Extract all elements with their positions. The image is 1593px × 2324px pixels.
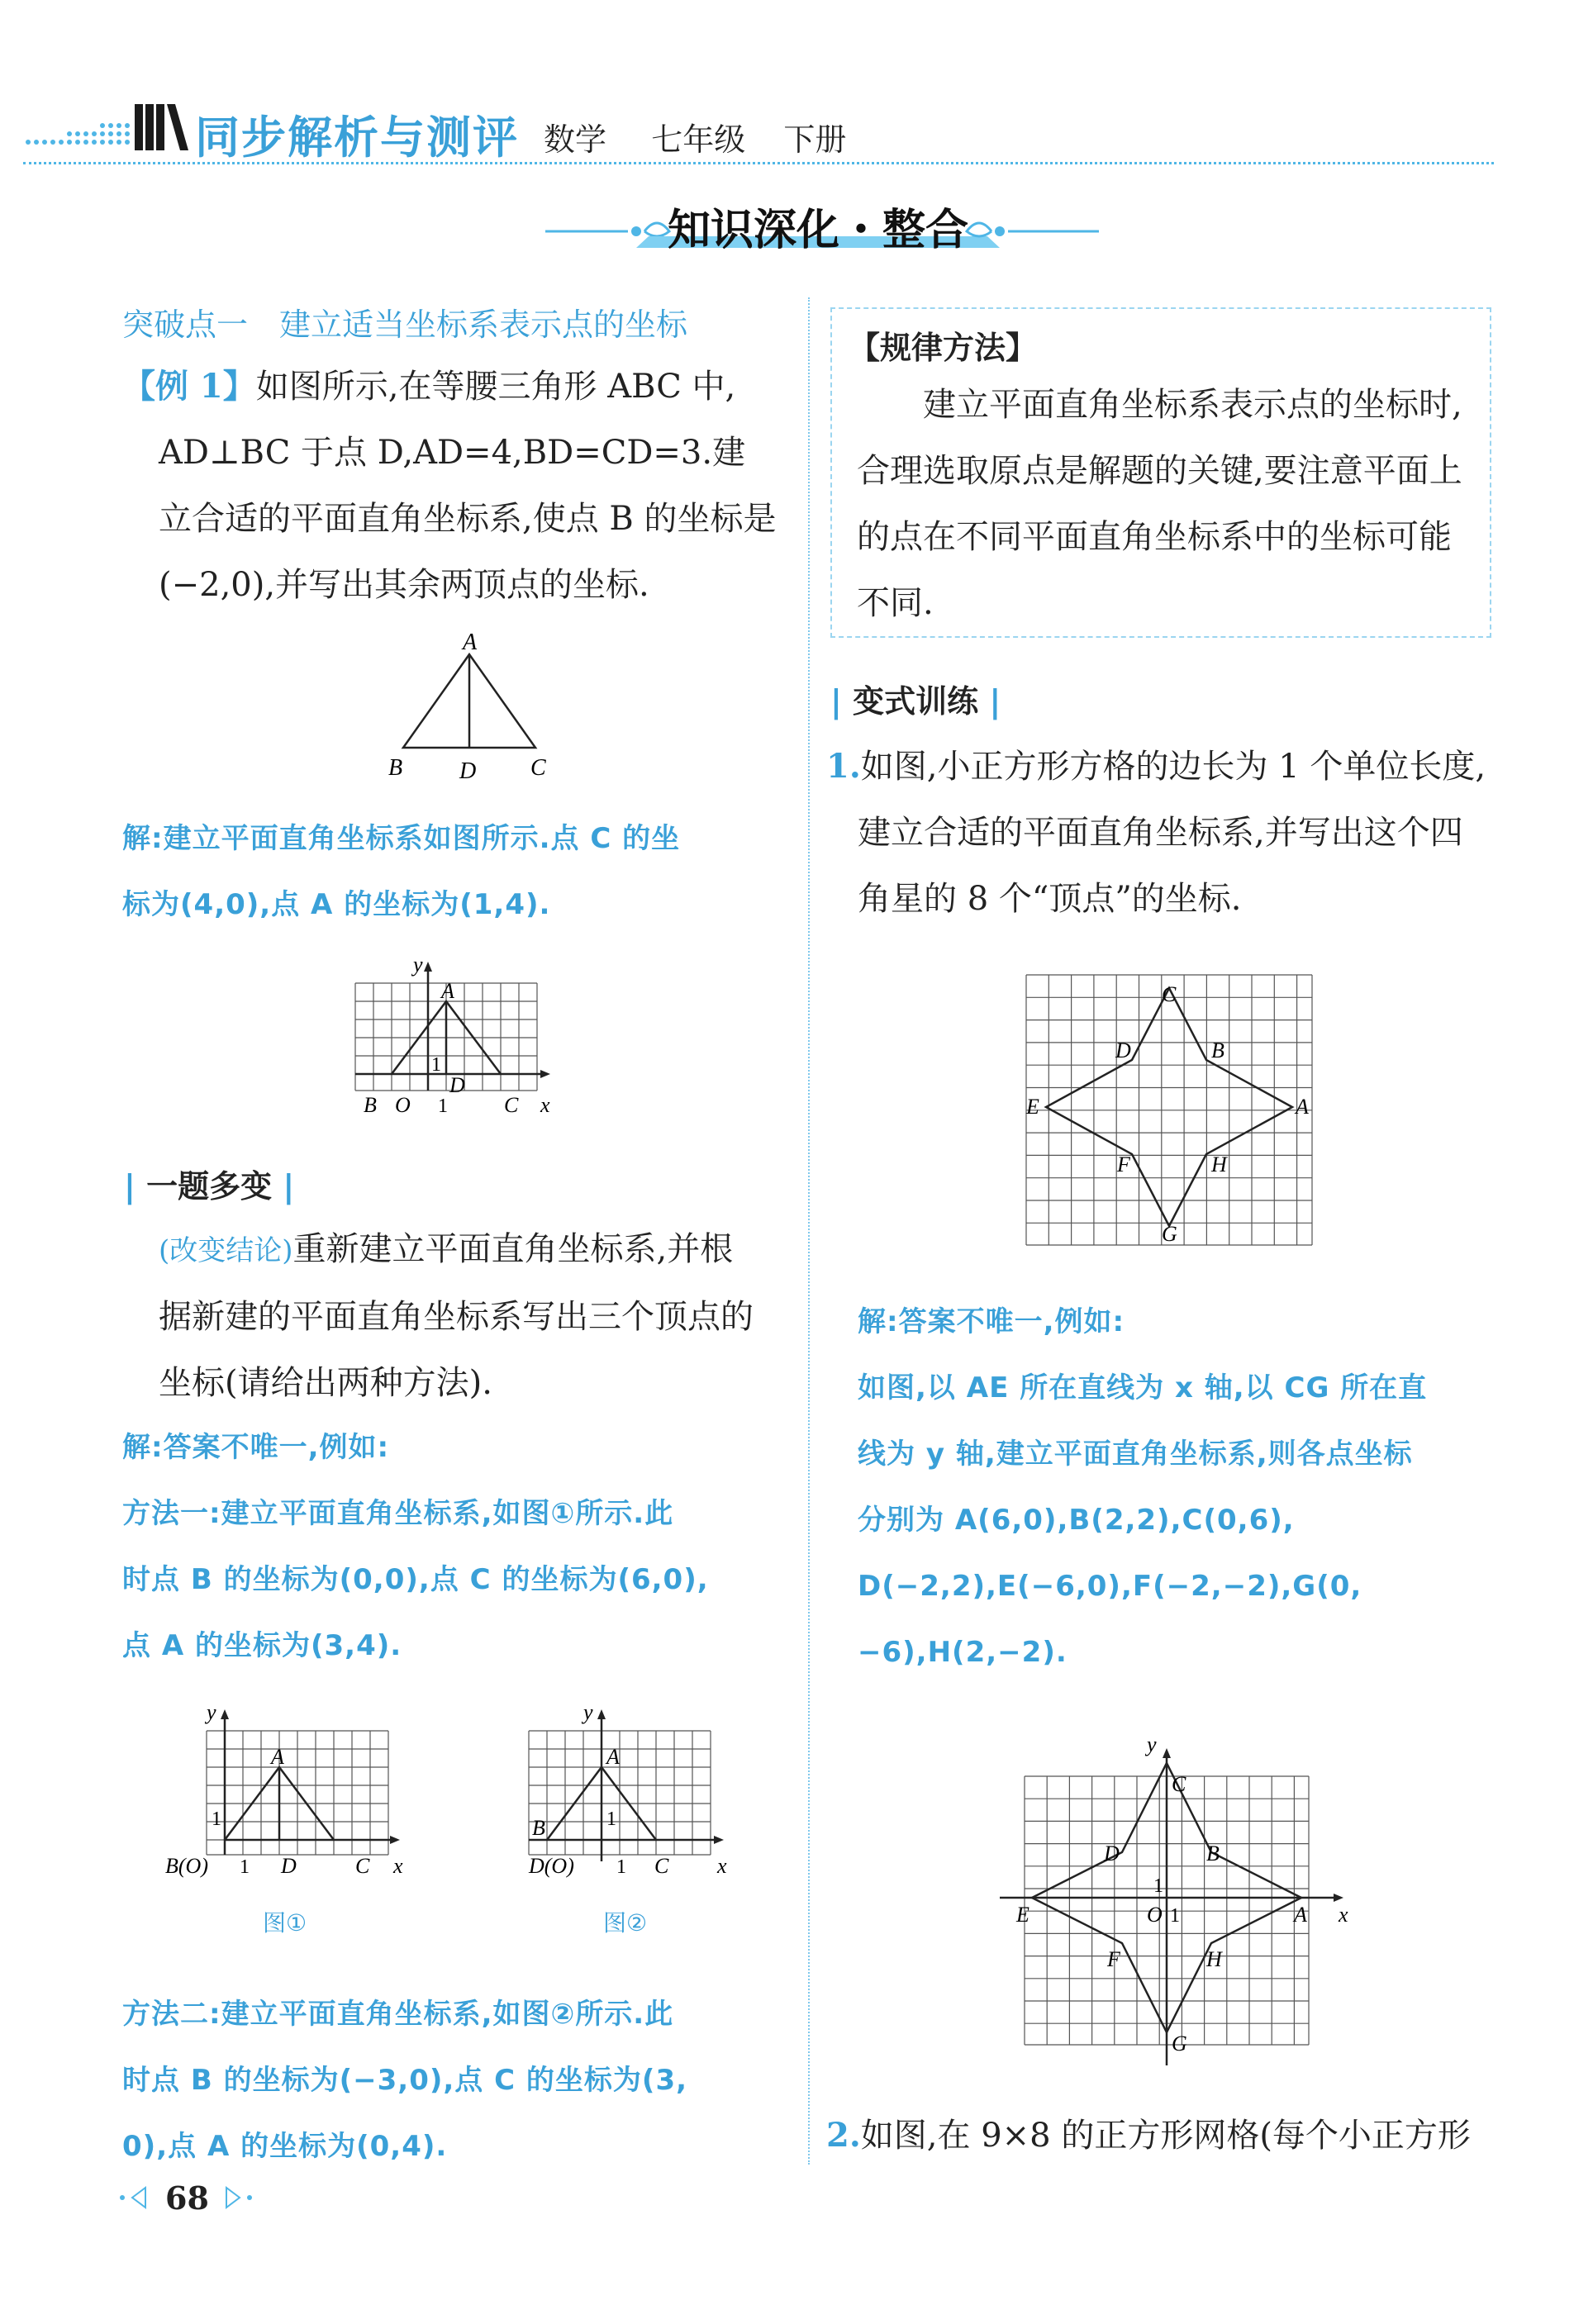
label-c: C [1172, 1772, 1186, 1796]
q2-number: 2. [826, 2116, 861, 2155]
label-d: D [281, 1854, 297, 1878]
rule-line-1: 建立平面直角坐标系表示点的坐标时, [923, 386, 1462, 424]
q1-line-3: 角星的 8 个“顶点”的坐标. [858, 880, 1242, 918]
label-f: F [1117, 1152, 1130, 1176]
unit-x: 1 [438, 1095, 448, 1117]
q1-solution-line-1: 解:答案不唯一,例如: [858, 1305, 1125, 1338]
grid-figure-method1 [157, 1690, 430, 1946]
rule-title: 【规律方法】 [849, 330, 1038, 366]
label-e: E [1026, 1095, 1039, 1119]
example-line-2: AD⊥BC 于点 D,AD=4,BD=CD=3.建 [159, 434, 746, 472]
label-o: O [1147, 1903, 1163, 1927]
topic-heading: 突破点一 建立适当坐标系表示点的坐标 [122, 307, 688, 343]
solution-1-line-2: 标为(4,0),点 A 的坐标为(1,4). [122, 888, 551, 921]
example-line-4: (−2,0),并写出其余两顶点的坐标. [159, 566, 649, 604]
label-a: A [1296, 1095, 1309, 1119]
method-2-line-3: 0),点 A 的坐标为(0,4). [122, 2130, 448, 2163]
label-d: D [459, 758, 477, 784]
q1-number: 1. [826, 747, 861, 786]
variant-line-1: 重新建立平面直角坐标系,并根 [292, 1230, 734, 1268]
axis-x: x [1339, 1903, 1348, 1927]
label-d: D [1115, 1038, 1131, 1062]
rule-line-4: 不同. [857, 584, 934, 622]
label-a: A [441, 979, 454, 1003]
unit-x: 1 [1170, 1905, 1180, 1927]
axis-y: y [413, 953, 423, 977]
label-b: B [388, 755, 403, 781]
label-a: A [1294, 1903, 1307, 1927]
caption-1: 图① [263, 1909, 307, 1937]
star-figure [1016, 968, 1322, 1249]
variant-tag: (改变结论) [159, 1234, 293, 1267]
label-c: C [504, 1093, 519, 1117]
label-a: A [606, 1745, 620, 1769]
grid-figure-method2 [504, 1690, 760, 1946]
label-bo: B(O) [165, 1854, 208, 1878]
label-b: B [364, 1093, 377, 1117]
axis-x: x [393, 1854, 403, 1878]
variant-question [159, 1216, 803, 1416]
q1-solution-line-6: −6),H(2,−2). [858, 1636, 1068, 1669]
label-do: D(O) [529, 1854, 574, 1878]
label-d: D [449, 1073, 465, 1097]
question-2 [826, 2103, 1496, 2169]
method-2 [122, 1981, 800, 2179]
label-b: B [1211, 1038, 1224, 1062]
axis-y: y [207, 1700, 216, 1724]
star-figure-axes [991, 1727, 1372, 2074]
example-body [159, 420, 803, 618]
caption-2: 图② [603, 1909, 648, 1937]
label-f: F [1107, 1947, 1120, 1971]
header-divider [23, 162, 1494, 164]
page-number: 68 [165, 2179, 209, 2217]
label-h: H [1211, 1152, 1227, 1176]
q1-solution [858, 1289, 1502, 1685]
label-c: C [355, 1854, 370, 1878]
page-footer [116, 2173, 281, 2222]
q1-solution-line-5: D(−2,2),E(−6,0),F(−2,−2),G(0, [858, 1570, 1362, 1603]
grid-figure-1 [330, 950, 578, 1132]
label-c: C [530, 755, 546, 781]
section-title: 知识深化・整合 [667, 206, 968, 255]
section-banner [529, 190, 1107, 256]
axis-y: y [583, 1700, 593, 1724]
q1-line-1: 如图,小正方形方格的边长为 1 个单位长度, [860, 748, 1486, 786]
column-divider [808, 297, 810, 2165]
example-line-1: 如图所示,在等腰三角形 ABC 中, [255, 368, 736, 406]
unit-y: 1 [1153, 1875, 1163, 1897]
question-1 [826, 734, 1496, 932]
header-decor-icon [23, 99, 188, 165]
method-2-line-1: 方法二:建立平面直角坐标系,如图②所示.此 [122, 1998, 674, 2031]
rule-line-2: 合理选取原点是解题的关键,要注意平面上 [857, 452, 1462, 490]
label-h: H [1206, 1947, 1222, 1971]
unit-y: 1 [606, 1808, 616, 1830]
q2-line: 如图,在 9×8 的正方形网格(每个小正方形 [860, 2117, 1471, 2155]
variant-line-3: 坐标(请给出两种方法). [159, 1364, 492, 1402]
q1-line-2: 建立合适的平面直角坐标系,并写出这个四 [858, 814, 1463, 852]
variant-solution-line-2: 方法一:建立平面直角坐标系,如图①所示.此 [122, 1497, 674, 1530]
variant-solution-line-1: 解:答案不唯一,例如: [122, 1431, 390, 1464]
variant-heading: | 一题多变 | [124, 1168, 295, 1205]
header-subject [544, 114, 846, 159]
label-a: A [463, 630, 478, 655]
label-g: G [1162, 1222, 1177, 1246]
label-c: C [654, 1854, 669, 1878]
variant-solution-line-4: 点 A 的坐标为(3,4). [122, 1629, 402, 1662]
label-e: E [1016, 1903, 1030, 1927]
q1-solution-line-3: 线为 y 轴,建立平面直角坐标系,则各点坐标 [858, 1438, 1413, 1471]
axis-x: x [540, 1093, 550, 1117]
q1-solution-line-2: 如图,以 AE 所在直线为 x 轴,以 CG 所在直 [858, 1371, 1428, 1404]
page-header [23, 99, 1494, 165]
training-heading-text: 变式训练 [853, 683, 979, 720]
training-heading: | 变式训练 | [830, 683, 1001, 720]
unit-y: 1 [212, 1808, 221, 1830]
subject: 数学 [544, 121, 607, 158]
triangle-figure [364, 628, 578, 785]
label-g: G [1172, 2032, 1187, 2055]
example-tag: 【例 1】 [122, 367, 256, 406]
label-a: A [271, 1745, 284, 1769]
variant-heading-text: 一题多变 [146, 1168, 273, 1205]
solution-1 [122, 806, 800, 938]
variant-line-2: 据新建的平面直角坐标系写出三个顶点的 [159, 1298, 754, 1336]
label-o: O [395, 1093, 411, 1117]
example-line-3: 立合适的平面直角坐标系,使点 B 的坐标是 [159, 500, 777, 538]
label-c: C [1162, 982, 1177, 1006]
method-2-line-2: 时点 B 的坐标为(−3,0),点 C 的坐标为(3, [122, 2064, 688, 2097]
q1-solution-line-4: 分别为 A(6,0),B(2,2),C(0,6), [858, 1504, 1295, 1537]
solution-1-line-1: 解:建立平面直角坐标系如图所示.点 C 的坐 [122, 822, 681, 855]
unit-x: 1 [616, 1856, 626, 1878]
rule-text [857, 372, 1485, 636]
grade: 七年级 [651, 121, 746, 158]
rule-box [830, 307, 1491, 638]
unit-x: 1 [240, 1856, 250, 1878]
volume: 下册 [783, 121, 847, 158]
rule-line-3: 的点在不同平面直角坐标系中的坐标可能 [857, 518, 1452, 556]
axis-y: y [1147, 1732, 1157, 1756]
variant-solution-line-3: 时点 B 的坐标为(0,0),点 C 的坐标为(6,0), [122, 1563, 709, 1596]
series-title: 同步解析与测评 [195, 112, 519, 164]
axis-x: x [717, 1854, 727, 1878]
unit-y: 1 [431, 1054, 441, 1076]
label-b: B [1206, 1842, 1220, 1865]
label-d: D [1104, 1842, 1120, 1865]
variant-solution [122, 1414, 800, 1679]
example-1 [122, 354, 800, 420]
label-b: B [532, 1816, 545, 1840]
